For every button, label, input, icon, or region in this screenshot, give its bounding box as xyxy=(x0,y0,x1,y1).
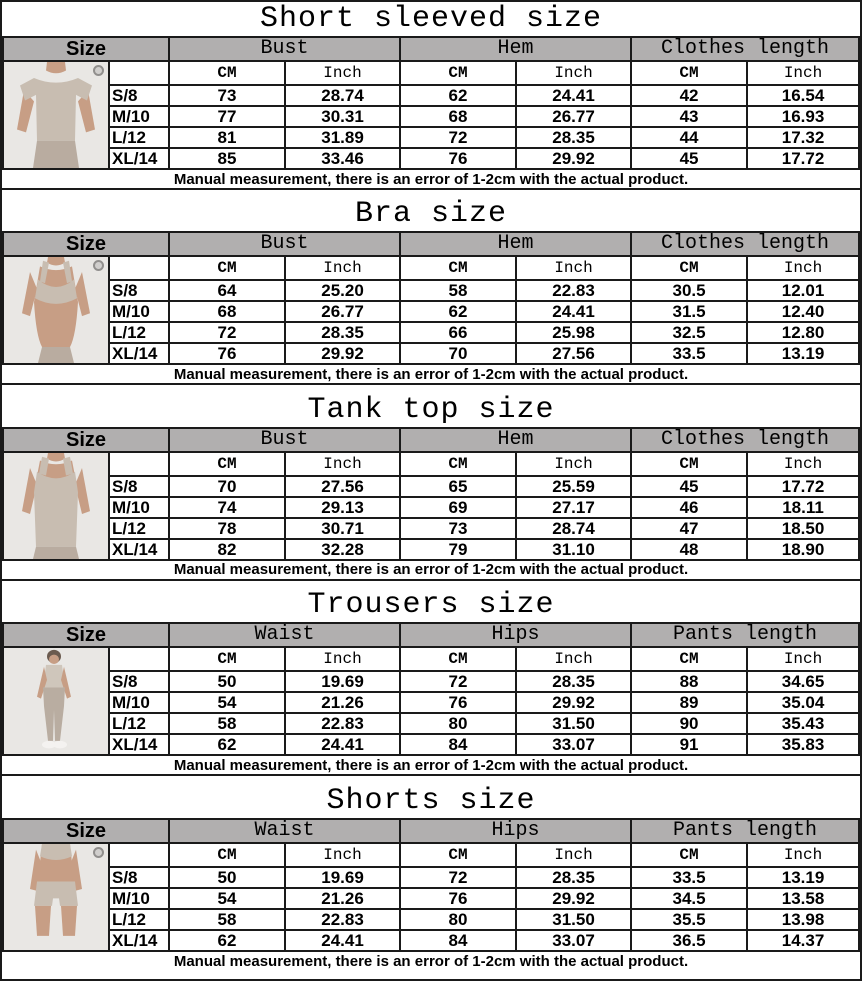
measurement-value: 17.32 xyxy=(747,127,859,148)
measurement-value: 12.40 xyxy=(747,301,859,322)
measurement-value: 31.89 xyxy=(285,127,400,148)
section-tank-top xyxy=(2,393,860,588)
measurement-value: 17.72 xyxy=(747,148,859,169)
measurement-value: 32.28 xyxy=(285,539,400,560)
size-table-bra xyxy=(2,231,860,365)
measurement-value: 44 xyxy=(631,127,747,148)
table-row xyxy=(3,343,859,364)
tank-top-illustration xyxy=(4,453,108,559)
footer-note: Manual measurement, there is an error of 1-2cm with the actual product. xyxy=(173,953,689,971)
short-sleeve-model-photo xyxy=(4,62,108,168)
section-shorts xyxy=(2,784,860,979)
measurement-value: 13.19 xyxy=(747,343,859,364)
measurement-value: 34.5 xyxy=(631,888,747,909)
measurement-value: 26.77 xyxy=(516,106,631,127)
measurement-value: 19.69 xyxy=(285,867,400,888)
measurement-value: 66 xyxy=(400,322,516,343)
measurement-value: 18.11 xyxy=(747,497,859,518)
product-photo-cell xyxy=(3,843,109,951)
measurement-value: 33.07 xyxy=(516,734,631,755)
section-title: Bra size xyxy=(354,197,508,232)
measurement-value: 47 xyxy=(631,518,747,539)
unit-inch-label: Inch xyxy=(285,647,400,671)
measure-column-header: Clothes length xyxy=(631,37,859,61)
measure-column-header: Pants length xyxy=(631,623,859,647)
unit-inch-label: Inch xyxy=(747,647,859,671)
section-trousers xyxy=(2,588,860,783)
measurement-value: 30.71 xyxy=(285,518,400,539)
size-row-label: L/12 xyxy=(109,322,169,343)
measurement-value: 34.65 xyxy=(747,671,859,692)
table-row xyxy=(3,867,859,888)
bra-model-photo xyxy=(4,257,108,363)
measurement-value: 89 xyxy=(631,692,747,713)
measurement-value: 62 xyxy=(169,930,285,951)
product-photo-cell xyxy=(3,256,109,364)
measurement-value: 28.35 xyxy=(516,671,631,692)
unit-cm-label: CM xyxy=(631,843,747,867)
measurement-value: 54 xyxy=(169,692,285,713)
measurement-value: 24.41 xyxy=(516,85,631,106)
size-column-header: Size xyxy=(3,428,169,452)
size-row-label: XL/14 xyxy=(109,148,169,169)
measurement-value: 58 xyxy=(169,909,285,930)
section-title: Tank top size xyxy=(307,392,555,427)
measurement-value: 13.19 xyxy=(747,867,859,888)
measurement-value: 16.93 xyxy=(747,106,859,127)
blank-cell xyxy=(109,452,169,476)
measurement-value: 72 xyxy=(400,867,516,888)
measurement-value: 72 xyxy=(400,671,516,692)
section-title: Short sleeved size xyxy=(259,2,603,36)
measurement-value: 62 xyxy=(169,734,285,755)
table-row xyxy=(3,85,859,106)
measurement-value: 22.83 xyxy=(516,280,631,301)
size-row-label: M/10 xyxy=(109,106,169,127)
size-row-label: S/8 xyxy=(109,476,169,497)
measure-column-header: Clothes length xyxy=(631,428,859,452)
measurement-value: 81 xyxy=(169,127,285,148)
measurement-value: 12.01 xyxy=(747,280,859,301)
unit-cm-label: CM xyxy=(169,843,285,867)
measurement-value: 58 xyxy=(169,713,285,734)
blank-cell xyxy=(109,843,169,867)
measurement-value: 22.83 xyxy=(285,909,400,930)
unit-inch-label: Inch xyxy=(516,647,631,671)
measurement-value: 13.98 xyxy=(747,909,859,930)
unit-cm-label: CM xyxy=(400,452,516,476)
measurement-value: 29.13 xyxy=(285,497,400,518)
measurement-value: 29.92 xyxy=(516,148,631,169)
measure-column-header: Waist xyxy=(169,819,400,843)
measurement-value: 70 xyxy=(400,343,516,364)
product-photo-cell xyxy=(3,61,109,169)
footer-note: Manual measurement, there is an error of 1-2cm with the actual product. xyxy=(2,365,860,385)
unit-inch-label: Inch xyxy=(747,452,859,476)
measurement-value: 31.5 xyxy=(631,301,747,322)
measurement-value: 29.92 xyxy=(516,692,631,713)
measurement-value: 24.41 xyxy=(285,734,400,755)
size-table-shorts xyxy=(2,818,860,952)
measurement-value: 73 xyxy=(400,518,516,539)
unit-inch-label: Inch xyxy=(516,256,631,280)
measurement-value: 27.56 xyxy=(285,476,400,497)
measurement-value: 31.50 xyxy=(516,713,631,734)
unit-cm-label: CM xyxy=(631,452,747,476)
measurement-value: 24.41 xyxy=(285,930,400,951)
measure-column-header: Bust xyxy=(169,37,400,61)
measurement-value: 76 xyxy=(169,343,285,364)
measurement-value: 36.5 xyxy=(631,930,747,951)
blank-cell xyxy=(109,256,169,280)
measurement-value: 29.92 xyxy=(285,343,400,364)
unit-cm-label: CM xyxy=(631,256,747,280)
measurement-value: 25.59 xyxy=(516,476,631,497)
measurement-value: 68 xyxy=(400,106,516,127)
measurement-value: 18.50 xyxy=(747,518,859,539)
measurement-value: 28.35 xyxy=(285,322,400,343)
unit-cm-label: CM xyxy=(169,61,285,85)
size-row-label: S/8 xyxy=(109,85,169,106)
measurement-value: 21.26 xyxy=(285,888,400,909)
measurement-value: 21.26 xyxy=(285,692,400,713)
footer-note: Manual measurement, there is an error of 1-2cm with the actual product. xyxy=(2,756,860,776)
unit-cm-label: CM xyxy=(631,61,747,85)
measurement-value: 50 xyxy=(169,867,285,888)
unit-inch-label: Inch xyxy=(747,843,859,867)
measurement-value: 42 xyxy=(631,85,747,106)
trousers-model-photo xyxy=(4,648,108,754)
table-row xyxy=(3,909,859,930)
size-row-label: L/12 xyxy=(109,909,169,930)
size-column-header: Size xyxy=(3,819,169,843)
watermark-badge-icon xyxy=(93,65,104,76)
measurement-value: 33.07 xyxy=(516,930,631,951)
unit-inch-label: Inch xyxy=(747,61,859,85)
size-table-short-sleeved xyxy=(2,36,860,170)
measurement-value: 17.72 xyxy=(747,476,859,497)
table-row xyxy=(3,692,859,713)
table-row xyxy=(3,518,859,539)
shorts-illustration xyxy=(4,844,108,950)
measurement-value: 14.37 xyxy=(747,930,859,951)
measurement-value: 43 xyxy=(631,106,747,127)
measure-column-header: Hem xyxy=(400,428,631,452)
table-row xyxy=(3,713,859,734)
size-table-trousers xyxy=(2,622,860,756)
measurement-value: 46 xyxy=(631,497,747,518)
measurement-value: 74 xyxy=(169,497,285,518)
section-bra xyxy=(2,197,860,392)
measurement-value: 70 xyxy=(169,476,285,497)
unit-inch-label: Inch xyxy=(516,61,631,85)
blank-cell xyxy=(109,61,169,85)
measure-column-header: Waist xyxy=(169,623,400,647)
measurement-value: 31.10 xyxy=(516,539,631,560)
size-column-header: Size xyxy=(3,623,169,647)
product-photo-cell xyxy=(3,452,109,560)
measurement-value: 65 xyxy=(400,476,516,497)
measurement-value: 72 xyxy=(169,322,285,343)
measurement-value: 35.43 xyxy=(747,713,859,734)
measurement-value: 90 xyxy=(631,713,747,734)
measurement-value: 88 xyxy=(631,671,747,692)
short-sleeve-top-illustration xyxy=(4,62,108,168)
measurement-value: 54 xyxy=(169,888,285,909)
size-row-label: S/8 xyxy=(109,671,169,692)
shorts-model-photo xyxy=(4,844,108,950)
measurement-value: 35.83 xyxy=(747,734,859,755)
size-row-label: XL/14 xyxy=(109,343,169,364)
section-title: Trousers size xyxy=(307,588,555,623)
section-title: Shorts size xyxy=(326,783,536,818)
measurement-value: 25.20 xyxy=(285,280,400,301)
table-row xyxy=(3,148,859,169)
measurement-value: 19.69 xyxy=(285,671,400,692)
measurement-value: 27.17 xyxy=(516,497,631,518)
measurement-value: 80 xyxy=(400,713,516,734)
unit-inch-label: Inch xyxy=(285,256,400,280)
footer-note: Manual measurement, there is an error of 1-2cm with the actual product. xyxy=(2,170,860,190)
leggings-illustration xyxy=(4,648,108,754)
measurement-value: 76 xyxy=(400,148,516,169)
measure-column-header: Bust xyxy=(169,428,400,452)
measurement-value: 80 xyxy=(400,909,516,930)
measurement-value: 45 xyxy=(631,148,747,169)
size-row-label: M/10 xyxy=(109,497,169,518)
watermark-badge-icon xyxy=(93,847,104,858)
table-row xyxy=(3,671,859,692)
measurement-value: 27.56 xyxy=(516,343,631,364)
measurement-value: 31.50 xyxy=(516,909,631,930)
measurement-value: 77 xyxy=(169,106,285,127)
size-row-label: S/8 xyxy=(109,280,169,301)
measurement-value: 62 xyxy=(400,301,516,322)
measurement-value: 13.58 xyxy=(747,888,859,909)
measurement-value: 28.35 xyxy=(516,867,631,888)
size-row-label: XL/14 xyxy=(109,734,169,755)
measurement-value: 35.04 xyxy=(747,692,859,713)
measurement-value: 28.74 xyxy=(516,518,631,539)
measurement-value: 76 xyxy=(400,692,516,713)
size-row-label: XL/14 xyxy=(109,539,169,560)
footer-note: Manual measurement, there is an error of 1-2cm with the actual product. xyxy=(2,561,860,581)
measure-column-header: Hem xyxy=(400,232,631,256)
measurement-value: 73 xyxy=(169,85,285,106)
measurement-value: 35.5 xyxy=(631,909,747,930)
measurement-value: 30.5 xyxy=(631,280,747,301)
measurement-value: 30.31 xyxy=(285,106,400,127)
table-row xyxy=(3,322,859,343)
measurement-value: 82 xyxy=(169,539,285,560)
table-row xyxy=(3,888,859,909)
measurement-value: 18.90 xyxy=(747,539,859,560)
table-row xyxy=(3,127,859,148)
measurement-value: 29.92 xyxy=(516,888,631,909)
size-row-label: L/12 xyxy=(109,127,169,148)
unit-inch-label: Inch xyxy=(516,843,631,867)
measurement-value: 28.74 xyxy=(285,85,400,106)
measurement-value: 64 xyxy=(169,280,285,301)
table-row xyxy=(3,280,859,301)
unit-inch-label: Inch xyxy=(516,452,631,476)
unit-inch-label: Inch xyxy=(747,256,859,280)
measurement-value: 84 xyxy=(400,734,516,755)
measurement-value: 12.80 xyxy=(747,322,859,343)
size-table-tank-top xyxy=(2,427,860,561)
measurement-value: 72 xyxy=(400,127,516,148)
measurement-value: 24.41 xyxy=(516,301,631,322)
table-row xyxy=(3,476,859,497)
size-row-label: M/10 xyxy=(109,888,169,909)
measurement-value: 58 xyxy=(400,280,516,301)
measurement-value: 50 xyxy=(169,671,285,692)
measurement-value: 33.5 xyxy=(631,867,747,888)
measurement-value: 79 xyxy=(400,539,516,560)
measurement-value: 16.54 xyxy=(747,85,859,106)
measurement-value: 45 xyxy=(631,476,747,497)
measurement-value: 32.5 xyxy=(631,322,747,343)
unit-cm-label: CM xyxy=(169,452,285,476)
product-photo-cell xyxy=(3,647,109,755)
measurement-value: 48 xyxy=(631,539,747,560)
size-row-label: L/12 xyxy=(109,713,169,734)
unit-cm-label: CM xyxy=(169,647,285,671)
unit-cm-label: CM xyxy=(631,647,747,671)
size-row-label: M/10 xyxy=(109,692,169,713)
unit-cm-label: CM xyxy=(400,61,516,85)
unit-inch-label: Inch xyxy=(285,452,400,476)
section-short-sleeved xyxy=(2,2,860,197)
measurement-value: 28.35 xyxy=(516,127,631,148)
measure-column-header: Hips xyxy=(400,623,631,647)
table-row xyxy=(3,734,859,755)
unit-inch-label: Inch xyxy=(285,61,400,85)
unit-cm-label: CM xyxy=(400,256,516,280)
unit-cm-label: CM xyxy=(400,843,516,867)
measurement-value: 22.83 xyxy=(285,713,400,734)
measure-column-header: Bust xyxy=(169,232,400,256)
measurement-value: 85 xyxy=(169,148,285,169)
measurement-value: 69 xyxy=(400,497,516,518)
unit-inch-label: Inch xyxy=(285,843,400,867)
sports-bra-illustration xyxy=(4,257,108,363)
unit-cm-label: CM xyxy=(169,256,285,280)
measurement-value: 78 xyxy=(169,518,285,539)
measurement-value: 33.5 xyxy=(631,343,747,364)
measure-column-header: Hem xyxy=(400,37,631,61)
measurement-value: 25.98 xyxy=(516,322,631,343)
measure-column-header: Hips xyxy=(400,819,631,843)
table-row xyxy=(3,106,859,127)
size-column-header: Size xyxy=(3,37,169,61)
table-row xyxy=(3,301,859,322)
measure-column-header: Pants length xyxy=(631,819,859,843)
measurement-value: 84 xyxy=(400,930,516,951)
blank-cell xyxy=(109,647,169,671)
table-row xyxy=(3,539,859,560)
size-row-label: XL/14 xyxy=(109,930,169,951)
unit-cm-label: CM xyxy=(400,647,516,671)
table-row xyxy=(3,497,859,518)
measurement-value: 62 xyxy=(400,85,516,106)
measurement-value: 91 xyxy=(631,734,747,755)
tank-top-model-photo xyxy=(4,453,108,559)
measurement-value: 76 xyxy=(400,888,516,909)
size-row-label: S/8 xyxy=(109,867,169,888)
measure-column-header: Clothes length xyxy=(631,232,859,256)
size-row-label: M/10 xyxy=(109,301,169,322)
table-row xyxy=(3,930,859,951)
measurement-value: 68 xyxy=(169,301,285,322)
measurement-value: 26.77 xyxy=(285,301,400,322)
size-column-header: Size xyxy=(3,232,169,256)
size-row-label: L/12 xyxy=(109,518,169,539)
measurement-value: 33.46 xyxy=(285,148,400,169)
